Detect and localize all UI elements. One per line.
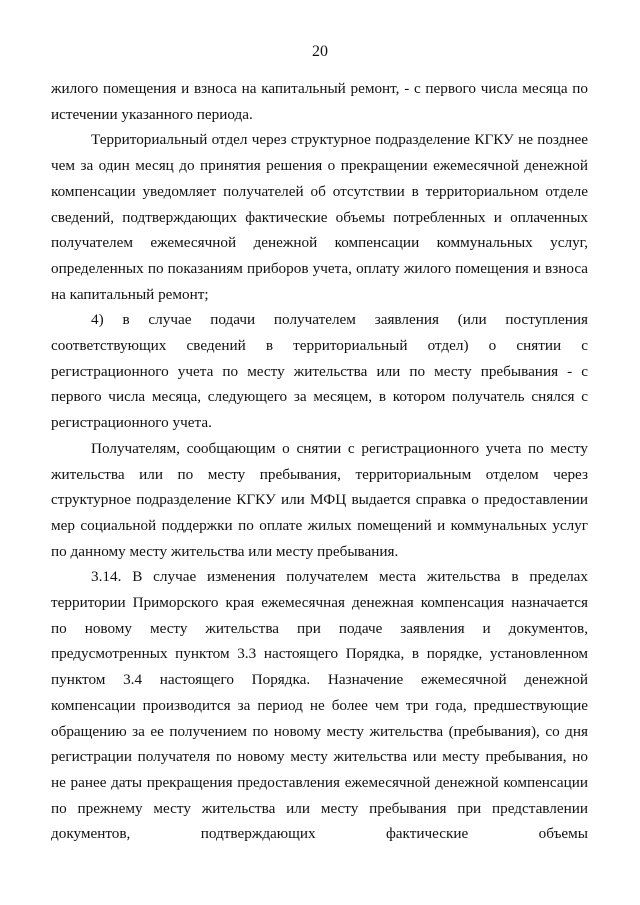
page-number: 20 <box>312 43 328 60</box>
paragraph-item-4: 4) в случае подачи получателем заявления (или поступления соответствующих сведений в территориальный отдел) о снятии с регистрационного учета по месту жительства или по месту пребывания - с первого числа месяца, следующего за месяцем, в котором получатель снялся с регистрационного учета. <box>51 311 588 432</box>
paragraph-certificate: Получателям, сообщающим о снятии с регистрационного учета по месту жительства или по месту пребывания, территориальным отделом через структурное подразделение КГКУ или МФЦ выдается справка о предоставлении мер социальной поддержки по оплате жилых помещений и коммунальных услуг по данному месту жительства или месту пребывания. <box>51 439 588 560</box>
paragraph-notification: Территориальный отдел через структурное подразделение КГКУ не позднее чем за один месяц до принятия решения о прекращении ежемесячной денежной компенсации уведомляет получателей об отсутствии в территориальном отделе сведений, подтверждающих фактические объемы потребленных и оплаченных получателем ежемесячной денежной компенсации коммунальных услуг, определенных по показаниям приборов учета, оплату жилого помещения и взноса на капитальный ремонт; <box>51 131 588 303</box>
paragraph-continuation: жилого помещения и взноса на капитальный ремонт, - с первого числа месяца по истечении указанного периода. <box>51 80 588 123</box>
document-body <box>51 76 588 847</box>
paragraph-3-14: 3.14. В случае изменения получателем места жительства в пределах территории Приморского края ежемесячная денежная компенсация назначается по новому месту жительства при подаче заявления и документов, предусмотренных пунктом 3.3 настоящего Порядка, в порядке, установленном пунктом 3.4 настоящего Порядка. Назначение ежемесячной денежной компенсации производится за период не более чем три года, предшествующие обращению за ее получением по новому месту жительства (пребывания), со дня регистрации получателя по новому месту жительства или месту пребывания, но не ранее даты прекращения предоставления ежемесячной денежной компенсации по прежнему месту жительства или месту пребывания при представлении документов, подтверждающих фактические объемы <box>51 568 588 843</box>
